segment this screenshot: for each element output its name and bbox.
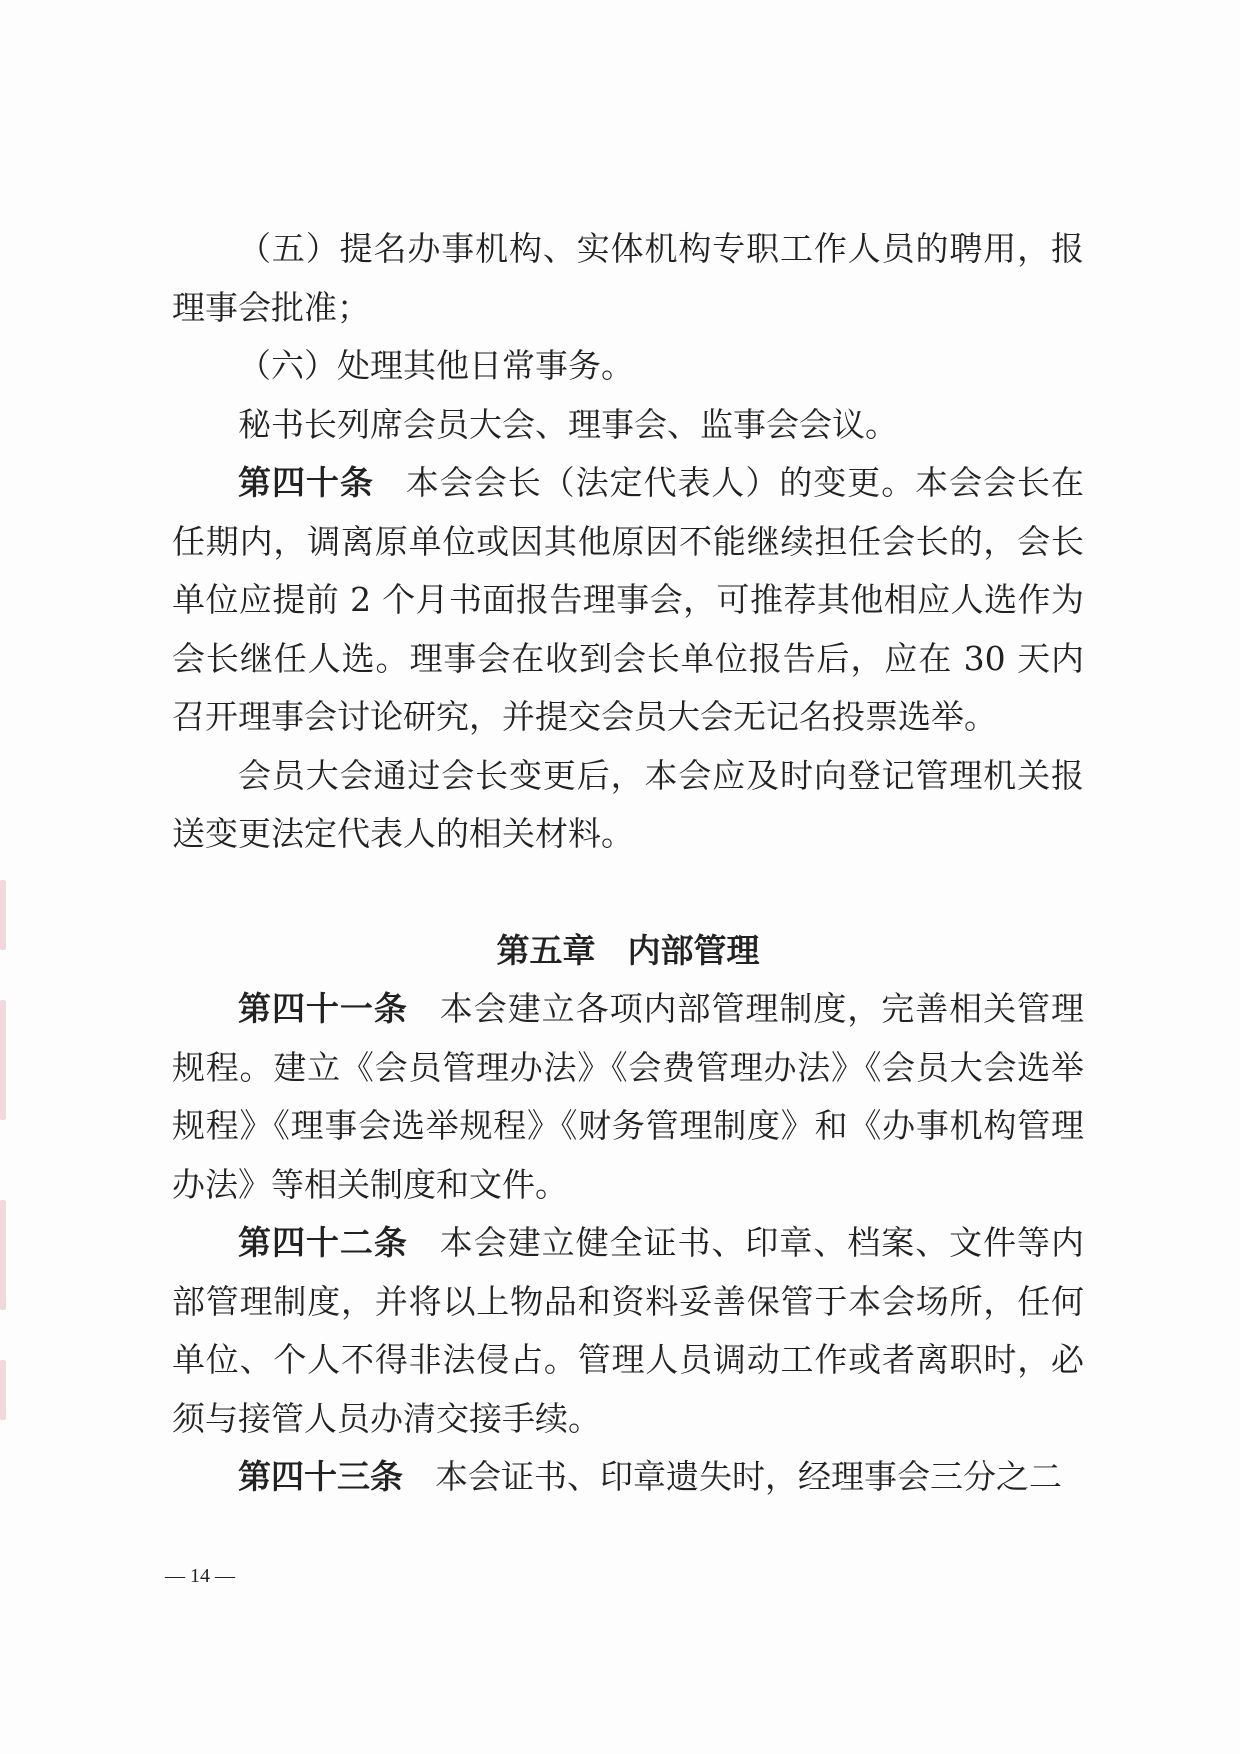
article-label: 第四十条: [238, 463, 374, 502]
article-label: 第四十三条: [238, 1457, 403, 1496]
article-text: 本会建立各项内部管理制度，完善相关管理规程。建立《会员管理办法》《会费管理办法》《会员大会选举规程》《理事会选举规程》《财务管理制度》和《办事机构管理办法》等相关制度和文件。: [172, 989, 1085, 1204]
paragraph: [172, 220, 1084, 337]
paragraph-text: 秘书长列席会员大会、理事会、监事会会议。: [238, 404, 898, 444]
article-text: 本会证书、印章遗失时，经理事会三分之二: [435, 1457, 1062, 1496]
seal-edge-mark: [0, 1360, 6, 1420]
seal-edge-mark: [0, 1200, 6, 1310]
paragraph-text: （五）提名办事机构、实体机构专职工作人员的聘用，报理事会批准；: [172, 229, 1084, 327]
chapter-title: 内部管理: [627, 930, 760, 970]
chapter-heading: [172, 922, 1084, 981]
paragraph-text: 会员大会通过会长变更后，本会应及时向登记管理机关报送变更法定代表人的相关材料。: [172, 755, 1084, 853]
paragraph: [172, 396, 1084, 455]
article-text: 本会建立健全证书、印章、档案、文件等内部管理制度，并将以上物品和资料妥善保管于本会场所，任何单位、个人不得非法侵占。管理人员调动工作或者离职时，必须与接管人员办清交接手续。: [172, 1223, 1085, 1438]
paragraph: [172, 337, 1084, 396]
article-label: 第四十二条: [238, 1223, 408, 1262]
article-41: [172, 980, 1084, 1214]
article-42: [172, 1214, 1084, 1448]
paragraph: [172, 747, 1084, 864]
seal-edge-mark: [0, 1000, 6, 1120]
article-text: 本会会长（法定代表人）的变更。本会会长在任期内，调离原单位或因其他原因不能继续担任会长的，会长单位应提前 2 个月书面报告理事会，可推荐其他相应人选作为会长继任人选。理事会在收到会长单位报告后，应在 30 天内召开理事会讨论研究，并提交会员大会无记名投票选举。: [172, 463, 1085, 736]
page-number: — 14 —: [165, 1565, 235, 1587]
article-43: [172, 1448, 1084, 1507]
paragraph-text: （六）处理其他日常事务。: [238, 346, 634, 385]
article-label: 第四十一条: [238, 989, 408, 1028]
article-40: [172, 454, 1084, 747]
chapter-label: 第五章: [496, 930, 596, 970]
document-body: [172, 220, 1084, 1507]
seal-edge-mark: [0, 880, 6, 950]
